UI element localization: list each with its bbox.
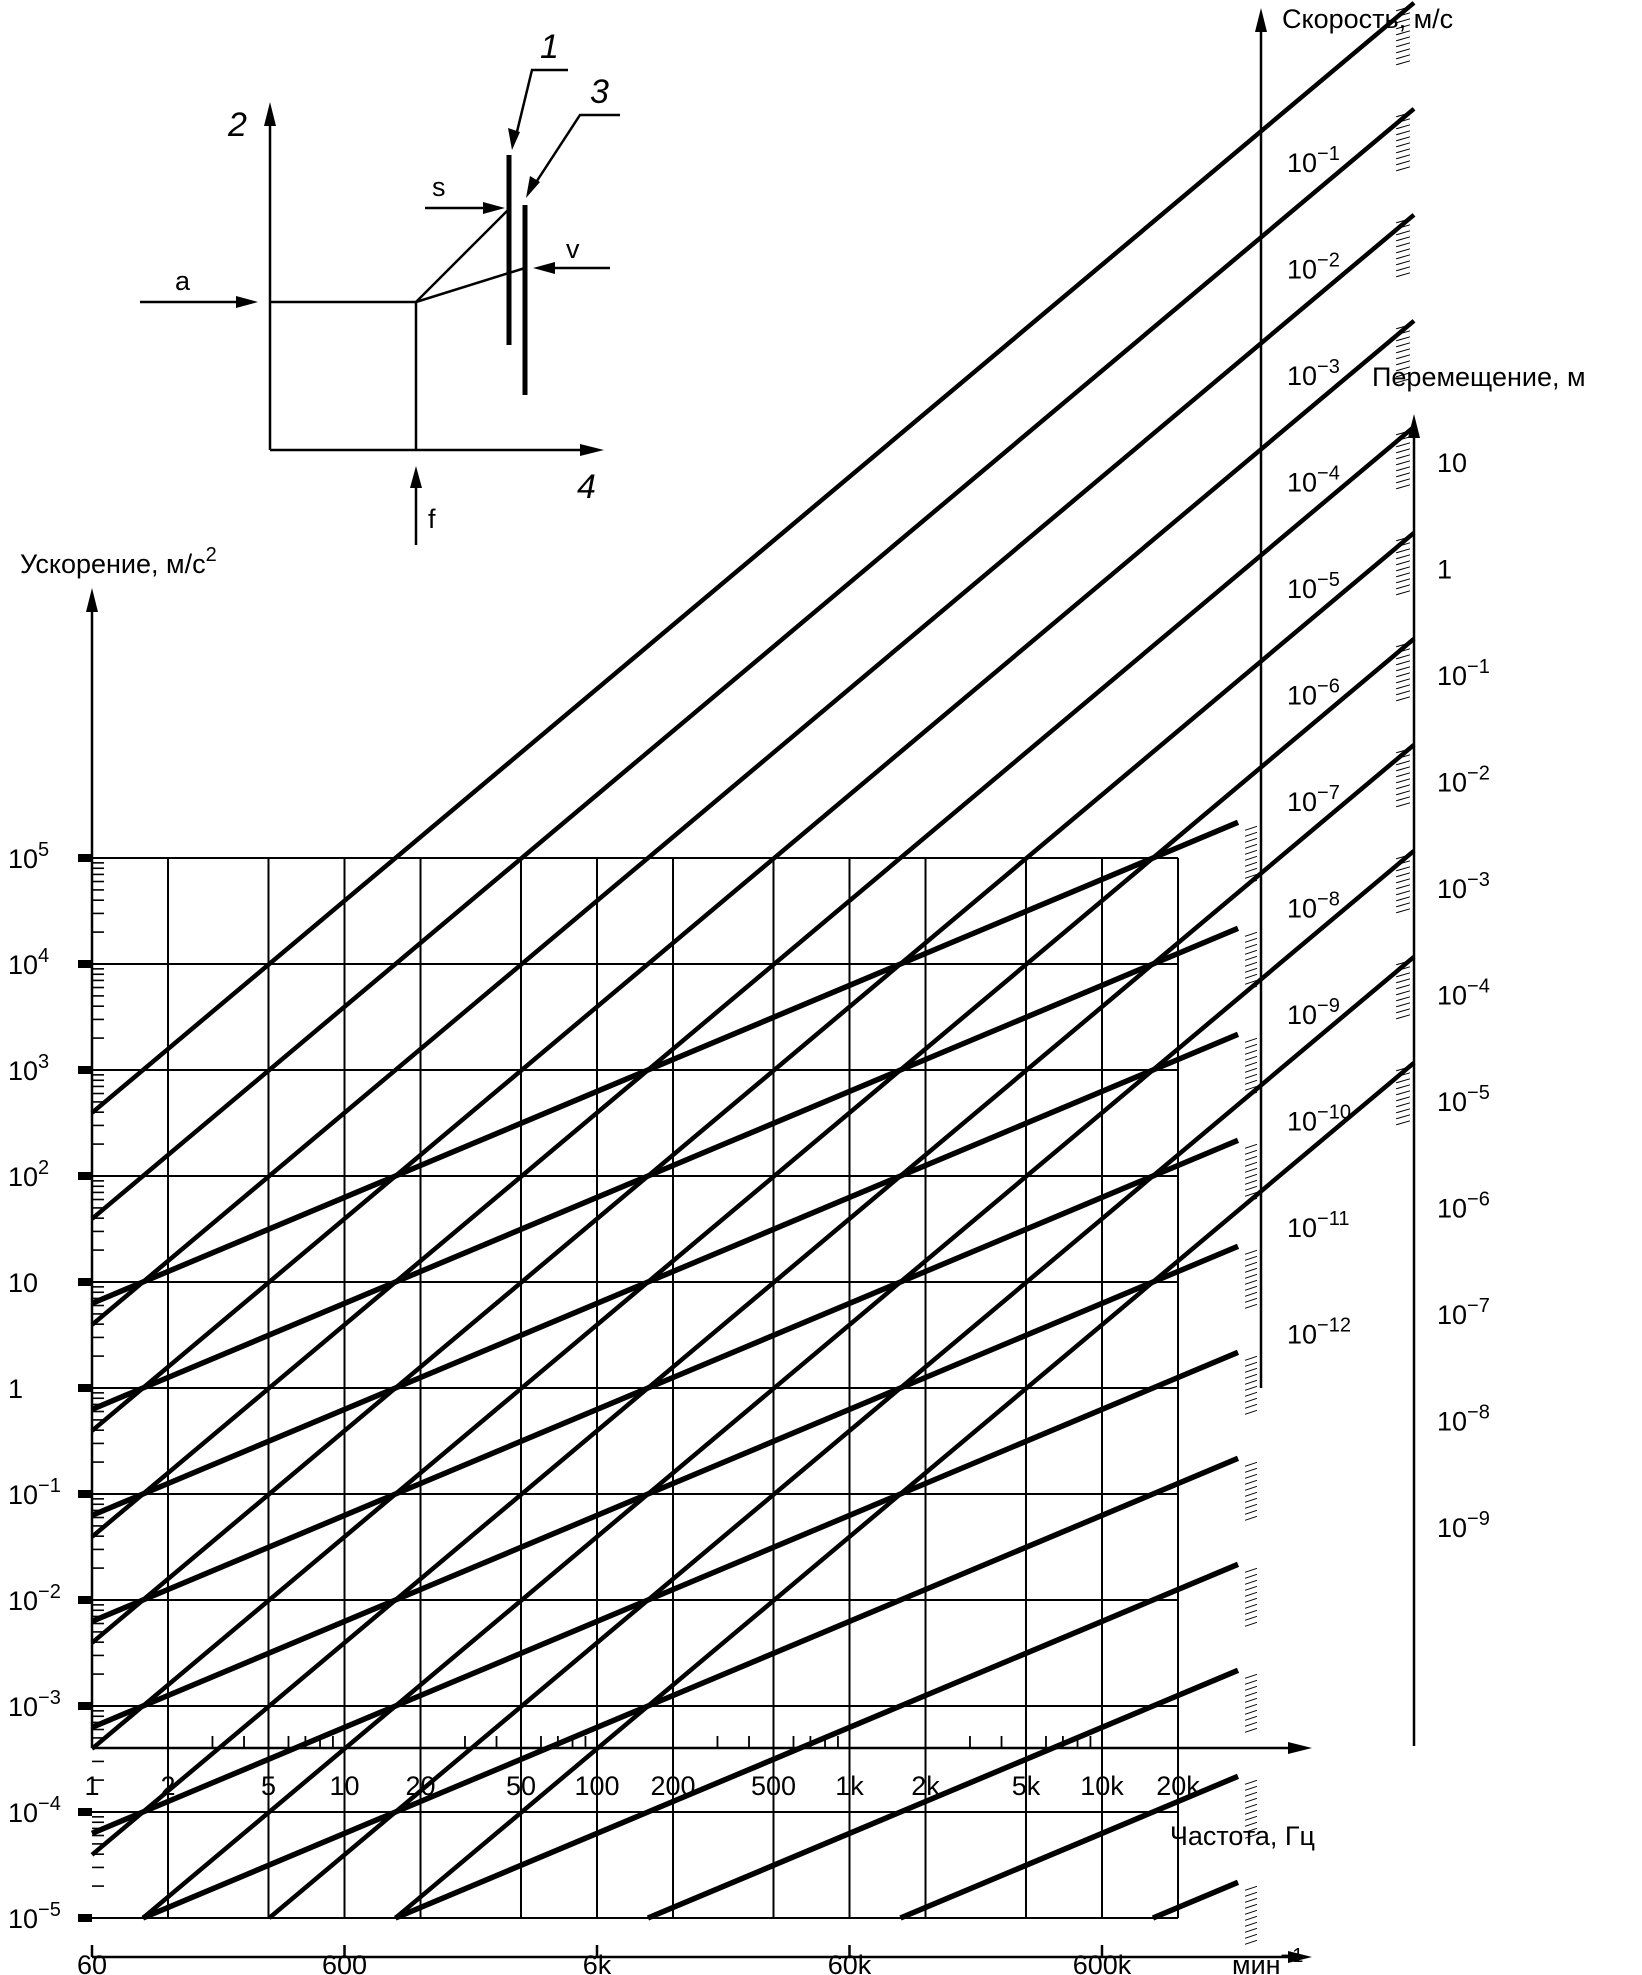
velocity-hatch [1245,962,1257,966]
displacement-line [92,109,1414,1219]
velocity-hatch [1245,1792,1257,1796]
velocity-hatch [1245,1916,1257,1920]
inset-axis-2: 2 [228,106,247,144]
velocity-hatch [1245,1080,1257,1084]
velocity-hatch [1245,1922,1257,1926]
velocity-hatch [1245,850,1257,854]
velocity-hatch [1245,832,1257,836]
velocity-hatch [1245,1516,1257,1520]
displacement-hatch [1396,779,1410,783]
velocity-hatch [1245,862,1257,866]
frequency-tick-label: 50 [505,1771,537,1801]
velocity-hatch [1245,1074,1257,1078]
displacement-hatch [1396,791,1410,795]
rpm-tick-labels [77,1945,1132,1975]
displacement-hatch [1396,149,1410,153]
displacement-line [92,745,1414,1855]
velocity-axis-label: Скорость, м/с [1282,4,1454,34]
displacement-hatch [1396,991,1410,995]
velocity-hatch [1245,1362,1257,1366]
velocity-tick-label: $10^{-5}$ [1287,569,1340,604]
acceleration-major-tick [78,1702,92,1710]
inset-axis-4: 4 [577,468,596,506]
velocity-hatch [1245,1374,1257,1378]
displacement-hatch [1396,137,1410,141]
velocity-hatch [1245,1180,1257,1184]
acceleration-tick-label: $10^5$ [8,839,50,874]
displacement-hatch [1396,685,1410,689]
velocity-hatch [1245,1480,1257,1484]
displacement-hatch [1396,697,1410,701]
displacement-hatch [1396,161,1410,165]
inset-callout-3: 3 [590,73,609,111]
displacement-hatch [1396,579,1410,583]
velocity-hatch [1245,1780,1257,1784]
rpm-tick-label: 600 [321,1950,368,1975]
velocity-hatch [1245,1728,1257,1732]
acceleration-axis [20,544,217,1748]
displacement-hatch [1396,979,1410,983]
velocity-tick-label: $10^{-2}$ [1287,249,1340,285]
velocity-hatch [1245,1580,1257,1584]
displacement-hatch [1396,785,1410,789]
displacement-hatch [1396,767,1410,771]
velocity-line [92,1140,1238,1621]
velocity-hatch [1245,1510,1257,1514]
velocity-hatch [1245,838,1257,842]
velocity-hatch [1245,1304,1257,1308]
velocity-hatch [1245,1710,1257,1714]
acceleration-tick-label: $10^{-2}$ [8,1581,61,1616]
velocity-hatch [1245,1256,1257,1260]
displacement-axis [1372,362,1586,1746]
velocity-hatch [1245,1928,1257,1932]
displacement-hatch [1396,691,1410,695]
velocity-hatch [1245,1162,1257,1166]
rpm-tick-label: 60 [76,1950,108,1975]
velocity-line [1153,1882,1238,1918]
velocity-hatch [1245,1056,1257,1060]
displacement-tick-labels [1437,448,1490,1543]
velocity-hatch [1245,1474,1257,1478]
displacement-hatch [1396,467,1410,471]
velocity-hatch [1245,1156,1257,1160]
frequency-tick-labels [84,1771,1200,1801]
velocity-hatch [1245,1368,1257,1372]
acceleration-tick-label: 1 [8,1374,24,1404]
velocity-hatch [1245,1674,1257,1678]
velocity-hatch [1245,1604,1257,1608]
velocity-hatch [1245,1044,1257,1048]
velocity-tick-label: $10^{-7}$ [1287,782,1340,817]
velocity-hatch [1245,826,1257,830]
velocity-hatch [1245,1704,1257,1708]
displacement-hatch [1396,249,1410,253]
velocity-hatch [1245,1298,1257,1302]
velocity-hatch [1245,856,1257,860]
displacement-hatch [1396,1115,1410,1119]
velocity-hatch [1245,1804,1257,1808]
velocity-hatch [1245,1686,1257,1690]
displacement-hatch [1396,61,1410,65]
displacement-hatch [1396,143,1410,147]
displacement-hatch [1396,673,1410,677]
frequency-axis-label: Частота, Гц [1169,1821,1315,1851]
scale-hatching [1245,7,1410,1944]
chart-series [92,3,1414,1918]
frequency-tick-label: 200 [650,1771,696,1801]
velocity-hatch [1245,1392,1257,1396]
acceleration-major-tick [78,1066,92,1074]
rpm-tick-label: 6k [582,1950,612,1975]
velocity-hatch [1245,1380,1257,1384]
acceleration-tick-label: $10^4$ [8,945,50,980]
acceleration-tick-label: $10^3$ [8,1051,50,1086]
displacement-hatch [1396,1079,1410,1083]
inset-label-f: f [428,504,436,534]
acceleration-tick-label: $10^2$ [8,1157,50,1192]
displacement-tick-label: 10 [1437,448,1468,478]
displacement-hatch [1396,561,1410,565]
displacement-hatch [1396,485,1410,489]
velocity-tick-label: $10^{-10}$ [1287,1101,1351,1137]
velocity-hatch [1245,1356,1257,1360]
displacement-hatch [1396,443,1410,447]
frequency-tick-label: 5k [1011,1771,1041,1801]
velocity-axis [1255,4,1453,1388]
displacement-hatch [1396,879,1410,883]
velocity-hatch [1245,1892,1257,1896]
frequency-tick-label: 10k [1080,1771,1124,1801]
displacement-line [92,639,1414,1749]
velocity-hatch [1245,950,1257,954]
acceleration-major-tick [78,1596,92,1604]
velocity-hatch [1245,1610,1257,1614]
velocity-line [648,1670,1238,1918]
velocity-hatch [1245,1250,1257,1254]
acceleration-major-tick [78,960,92,968]
displacement-hatch [1396,337,1410,341]
velocity-tick-label: $10^{-1}$ [1287,143,1340,178]
velocity-line [92,1246,1238,1727]
displacement-tick-label: 1 [1437,554,1453,585]
velocity-tick-label: $10^{-6}$ [1287,675,1340,711]
displacement-tick-label: $10^{-8}$ [1437,1401,1490,1437]
displacement-hatch [1396,803,1410,807]
displacement-tick-label: $10^{-4}$ [1437,975,1490,1011]
acceleration-tick-label: $10^{-5}$ [8,1899,61,1934]
displacement-line [92,533,1414,1643]
frequency-tick-label: 500 [750,1771,797,1801]
rpm-tick-label: 60k [827,1950,872,1975]
displacement-hatch [1396,667,1410,671]
velocity-hatch [1245,1150,1257,1154]
velocity-hatch [1245,1286,1257,1290]
displacement-hatch [1396,479,1410,483]
velocity-hatch [1245,1616,1257,1620]
displacement-line [92,215,1414,1325]
displacement-hatch [1396,473,1410,477]
acceleration-major-tick [78,1490,92,1498]
displacement-tick-label: $10^{-1}$ [1437,656,1490,691]
displacement-hatch [1396,591,1410,595]
acceleration-tick-label: $10^{-4}$ [8,1793,61,1828]
velocity-hatch [1245,1062,1257,1066]
velocity-line [92,1352,1238,1833]
velocity-hatch [1245,1592,1257,1596]
velocity-hatch [1245,1068,1257,1072]
displacement-hatch [1396,1009,1410,1013]
velocity-hatch [1245,956,1257,960]
displacement-tick-label: $10^{-7}$ [1437,1295,1490,1330]
chart-grid [92,858,1178,1918]
frequency-tick-label: 20 [405,1771,436,1801]
velocity-hatch [1245,1262,1257,1266]
velocity-line [92,928,1238,1409]
displacement-hatch [1396,1003,1410,1007]
velocity-hatch [1245,1398,1257,1402]
displacement-hatch [1396,655,1410,659]
velocity-hatch [1245,938,1257,942]
velocity-hatch [1245,1716,1257,1720]
velocity-hatch [1245,1404,1257,1408]
velocity-hatch [1245,1586,1257,1590]
acceleration-major-tick [78,1914,92,1922]
velocity-hatch [1245,1898,1257,1902]
velocity-hatch [1245,1274,1257,1278]
velocity-line [143,1458,1238,1918]
velocity-tick-label: $10^{-12}$ [1287,1314,1351,1350]
displacement-hatch [1396,231,1410,235]
displacement-hatch [1396,555,1410,559]
displacement-hatch [1396,37,1410,41]
velocity-tick-labels [1287,143,1351,1350]
velocity-tick-label: $10^{-4}$ [1287,462,1340,498]
displacement-hatch [1396,661,1410,665]
acceleration-major-tick [78,1278,92,1286]
displacement-hatch [1396,797,1410,801]
displacement-hatch [1396,891,1410,895]
displacement-hatch [1396,1097,1410,1101]
inset-label-v: v [566,234,580,264]
displacement-tick-label: $10^{-5}$ [1437,1082,1490,1117]
displacement-line [92,321,1414,1431]
velocity-hatch [1245,1498,1257,1502]
velocity-hatch [1245,1816,1257,1820]
acceleration-tick-label: 10 [8,1268,39,1298]
displacement-hatch [1396,1121,1410,1125]
displacement-tick-label: $10^{-6}$ [1437,1188,1490,1224]
velocity-hatch [1245,1680,1257,1684]
velocity-hatch [1245,1186,1257,1190]
displacement-hatch [1396,261,1410,265]
rpm-tick-label: 600k [1072,1950,1132,1975]
velocity-hatch [1245,1468,1257,1472]
frequency-tick-label: 1k [835,1771,864,1801]
displacement-hatch [1396,355,1410,359]
displacement-hatch [1396,761,1410,765]
velocity-hatch [1245,1722,1257,1726]
velocity-hatch [1245,1174,1257,1178]
displacement-hatch [1396,455,1410,459]
velocity-hatch [1245,1810,1257,1814]
displacement-line [92,3,1414,1113]
velocity-hatch [1245,932,1257,936]
velocity-hatch [1245,1786,1257,1790]
rpm-axis-label: мин$^{-1}$ [1232,1945,1304,1975]
displacement-hatch [1396,343,1410,347]
displacement-hatch [1396,573,1410,577]
displacement-hatch [1396,267,1410,271]
displacement-hatch [1396,349,1410,353]
velocity-hatch [1245,944,1257,948]
acceleration-tick-label: $10^{-1}$ [8,1475,61,1510]
displacement-hatch [1396,449,1410,453]
displacement-hatch [1396,903,1410,907]
velocity-tick-label: $10^{-11}$ [1287,1208,1350,1243]
velocity-hatch [1245,1568,1257,1572]
inset-label-a: a [175,266,191,296]
velocity-hatch [1245,1410,1257,1414]
frequency-tick-label: 5 [260,1771,277,1801]
acceleration-tick-label: $10^{-3}$ [8,1687,61,1722]
velocity-hatch [1245,1798,1257,1802]
velocity-hatch [1245,868,1257,872]
velocity-line [92,1034,1238,1515]
velocity-hatch [1245,1462,1257,1466]
acceleration-tick-labels [8,839,61,1934]
displacement-hatch [1396,255,1410,259]
velocity-hatch [1245,1692,1257,1696]
velocity-tick-label: $10^{-3}$ [1287,356,1340,391]
displacement-hatch [1396,1015,1410,1019]
velocity-hatch [1245,1886,1257,1890]
inset-callout-1: 1 [540,28,559,66]
inset-labels [175,28,609,534]
displacement-hatch [1396,885,1410,889]
velocity-hatch [1245,1698,1257,1702]
displacement-tick-label: $10^{-2}$ [1437,762,1490,798]
displacement-hatch [1396,155,1410,159]
acceleration-major-tick [78,854,92,862]
displacement-hatch [1396,461,1410,465]
frequency-tick-label: 2 [160,1771,176,1801]
velocity-hatch [1245,1910,1257,1914]
displacement-hatch [1396,973,1410,977]
acceleration-major-tick [78,1808,92,1816]
velocity-line [92,822,1238,1303]
displacement-hatch [1396,131,1410,135]
displacement-hatch [1396,679,1410,683]
velocity-hatch [1245,1050,1257,1054]
velocity-hatch [1245,1492,1257,1496]
velocity-hatch [1245,1168,1257,1172]
velocity-hatch [1245,1934,1257,1938]
displacement-tick-label: $10^{-9}$ [1437,1508,1490,1543]
displacement-hatch [1396,125,1410,129]
velocity-hatch [1245,1038,1257,1042]
velocity-hatch [1245,1904,1257,1908]
displacement-hatch [1396,909,1410,913]
frequency-tick-label: 2k [911,1771,940,1801]
displacement-hatch [1396,997,1410,1001]
displacement-hatch [1396,1109,1410,1113]
displacement-hatch [1396,43,1410,47]
velocity-hatch [1245,1504,1257,1508]
frequency-tick-label: 1 [84,1771,100,1801]
velocity-hatch [1245,1598,1257,1602]
frequency-tick-label: 10 [329,1771,360,1801]
displacement-hatch [1396,897,1410,901]
acceleration-major-tick [78,1172,92,1180]
displacement-axis-label: Перемещение, м [1372,362,1586,392]
displacement-hatch [1396,243,1410,247]
acceleration-axis-label: Ускорение, $м/с^2$ [20,544,217,579]
displacement-tick-label: $10^{-3}$ [1437,869,1490,904]
displacement-hatch [1396,567,1410,571]
velocity-hatch [1245,844,1257,848]
inset-label-s: s [432,172,446,202]
velocity-tick-label: $10^{-9}$ [1287,995,1340,1030]
displacement-hatch [1396,1091,1410,1095]
velocity-hatch [1245,1268,1257,1272]
velocity-hatch [1245,1486,1257,1490]
inset-diagram [140,70,620,545]
velocity-hatch [1245,1940,1257,1944]
displacement-hatch [1396,867,1410,871]
velocity-hatch [1245,968,1257,972]
velocity-hatch [1245,1144,1257,1148]
velocity-hatch [1245,1280,1257,1284]
frequency-tick-label: 20k [1156,1771,1200,1801]
velocity-tick-label: $10^{-8}$ [1287,888,1340,924]
displacement-line [92,427,1414,1537]
displacement-hatch [1396,273,1410,277]
displacement-hatch [1396,49,1410,53]
displacement-hatch [1396,1085,1410,1089]
velocity-hatch [1245,1292,1257,1296]
displacement-hatch [1396,985,1410,989]
frequency-tick-label: 100 [574,1771,620,1801]
displacement-hatch [1396,237,1410,241]
displacement-hatch [1396,1103,1410,1107]
displacement-hatch [1396,549,1410,553]
displacement-hatch [1396,873,1410,877]
velocity-hatch [1245,1622,1257,1626]
velocity-hatch [1245,1574,1257,1578]
displacement-hatch [1396,167,1410,171]
velocity-hatch [1245,1386,1257,1390]
displacement-hatch [1396,55,1410,59]
velocity-hatch [1245,974,1257,978]
displacement-hatch [1396,585,1410,589]
displacement-hatch [1396,773,1410,777]
acceleration-major-tick [78,1384,92,1392]
